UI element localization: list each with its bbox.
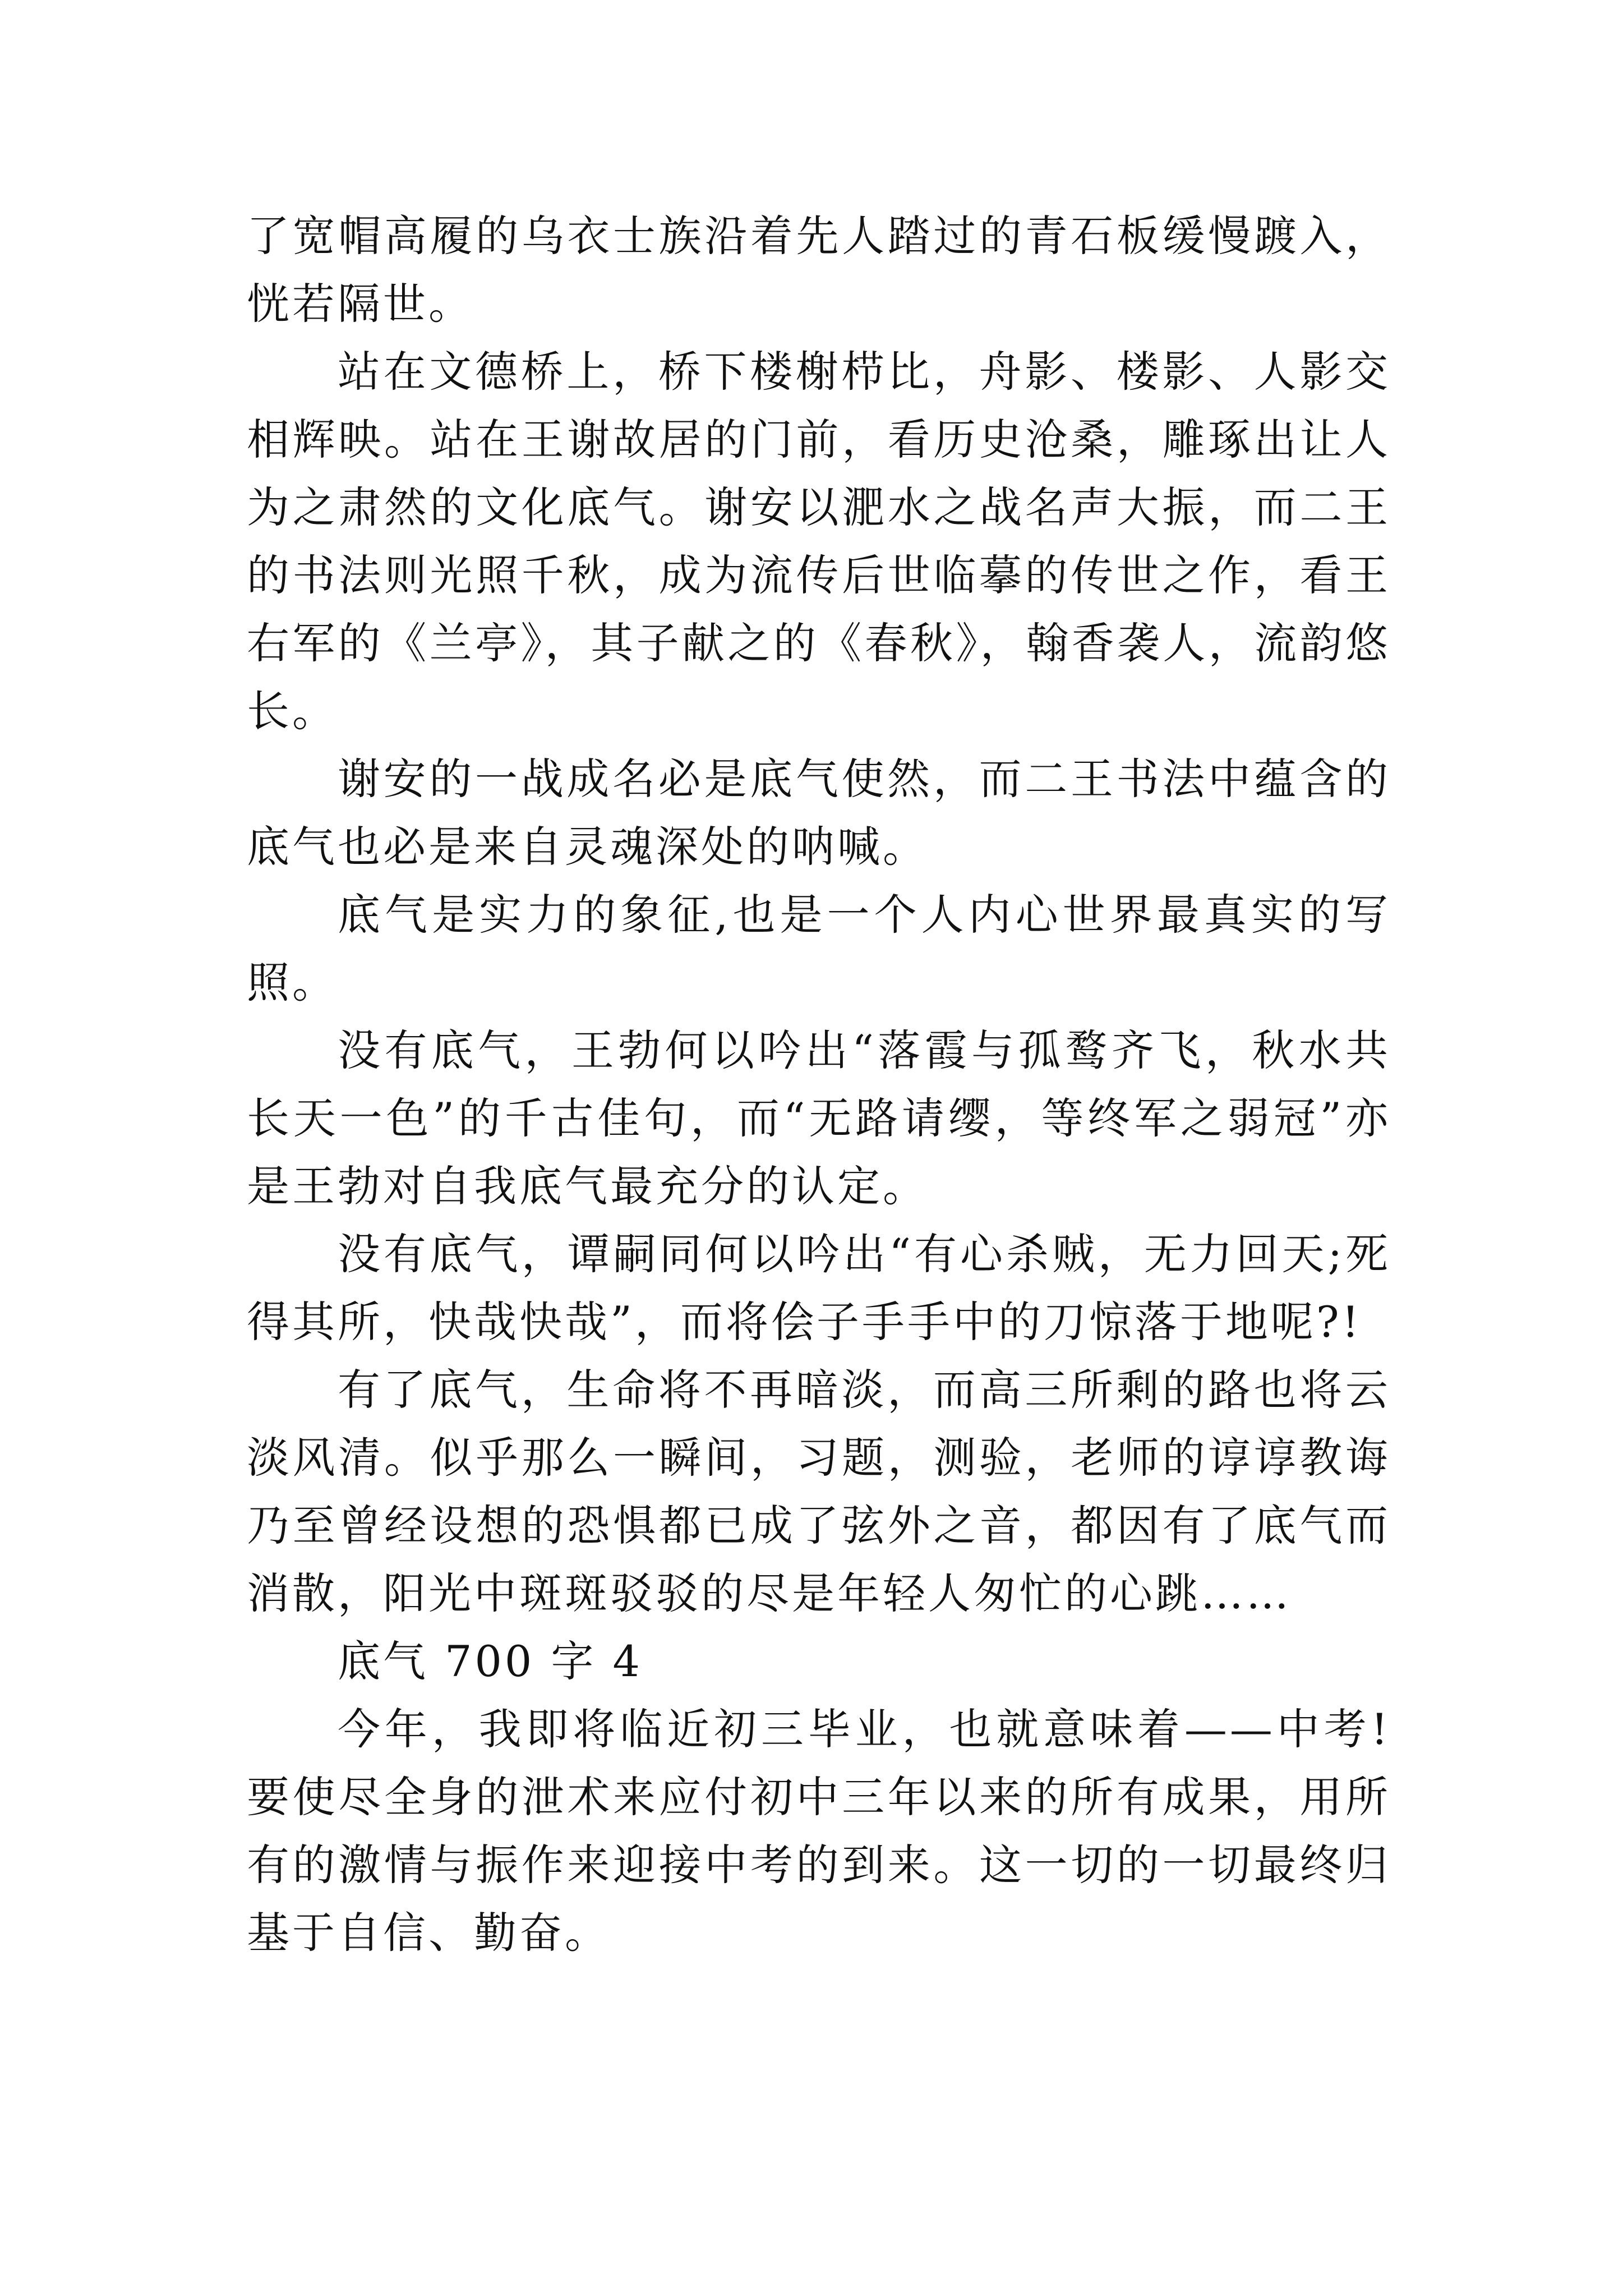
paragraph-6: 没有底气，谭嗣同何以吟出“有心杀贼，无力回天;死得其所，快哉快哉”，而将侩子手手中的刀惊落于地呢?!	[247, 1229, 1391, 1347]
paragraph-5: 没有底气，王勃何以吟出“落霞与孤鹜齐飞，秋水共长天一色”的千古佳句，而“无路请缨，等终军之弱冠”亦是王勃对自我底气最充分的认定。	[247, 1025, 1391, 1211]
paragraph-7: 有了底气，生命将不再暗淡，而高三所剩的路也将云淡风清。似乎那么一瞬间，习题，测验，老师的谆谆教诲乃至曾经设想的恐惧都已成了弦外之音，都因有了底气而消散，阳光中斑斑驳驳的尽是年轻人匆忙的心跳……	[247, 1365, 1391, 1618]
section-heading: 底气 700 字 4	[338, 1636, 643, 1686]
paragraph-4: 底气是实力的象征,也是一个人内心世界最真实的写照。	[247, 890, 1391, 1007]
paragraph-2: 站在文德桥上，桥下楼榭栉比，舟影、楼影、人影交相辉映。站在王谢故居的门前，看历史沧桑，雕琢出让人为之肃然的文化底气。谢安以淝水之战名声大振，而二王的书法则光照千秋，成为流传后世临摹的传世之作，看王右军的《兰亭》，其子献之的《春秋》，翰香袭人，流韵悠长。	[247, 347, 1391, 736]
paragraph-8: 今年，我即将临近初三毕业，也就意味着——中考!要使尽全身的泄术来应付初中三年以来的所有成果，用所有的激情与振作来迎接中考的到来。这一切的一切最终归基于自信、勤奋。	[247, 1704, 1391, 1958]
paragraph-1: 了宽帽高履的乌衣士族沿着先人踏过的青石板缓慢踱入，恍若隔世。	[247, 211, 1391, 329]
paragraph-3: 谢安的一战成名必是底气使然，而二王书法中蕴含的底气也必是来自灵魂深处的呐喊。	[247, 754, 1391, 872]
article-body	[247, 202, 1391, 1967]
